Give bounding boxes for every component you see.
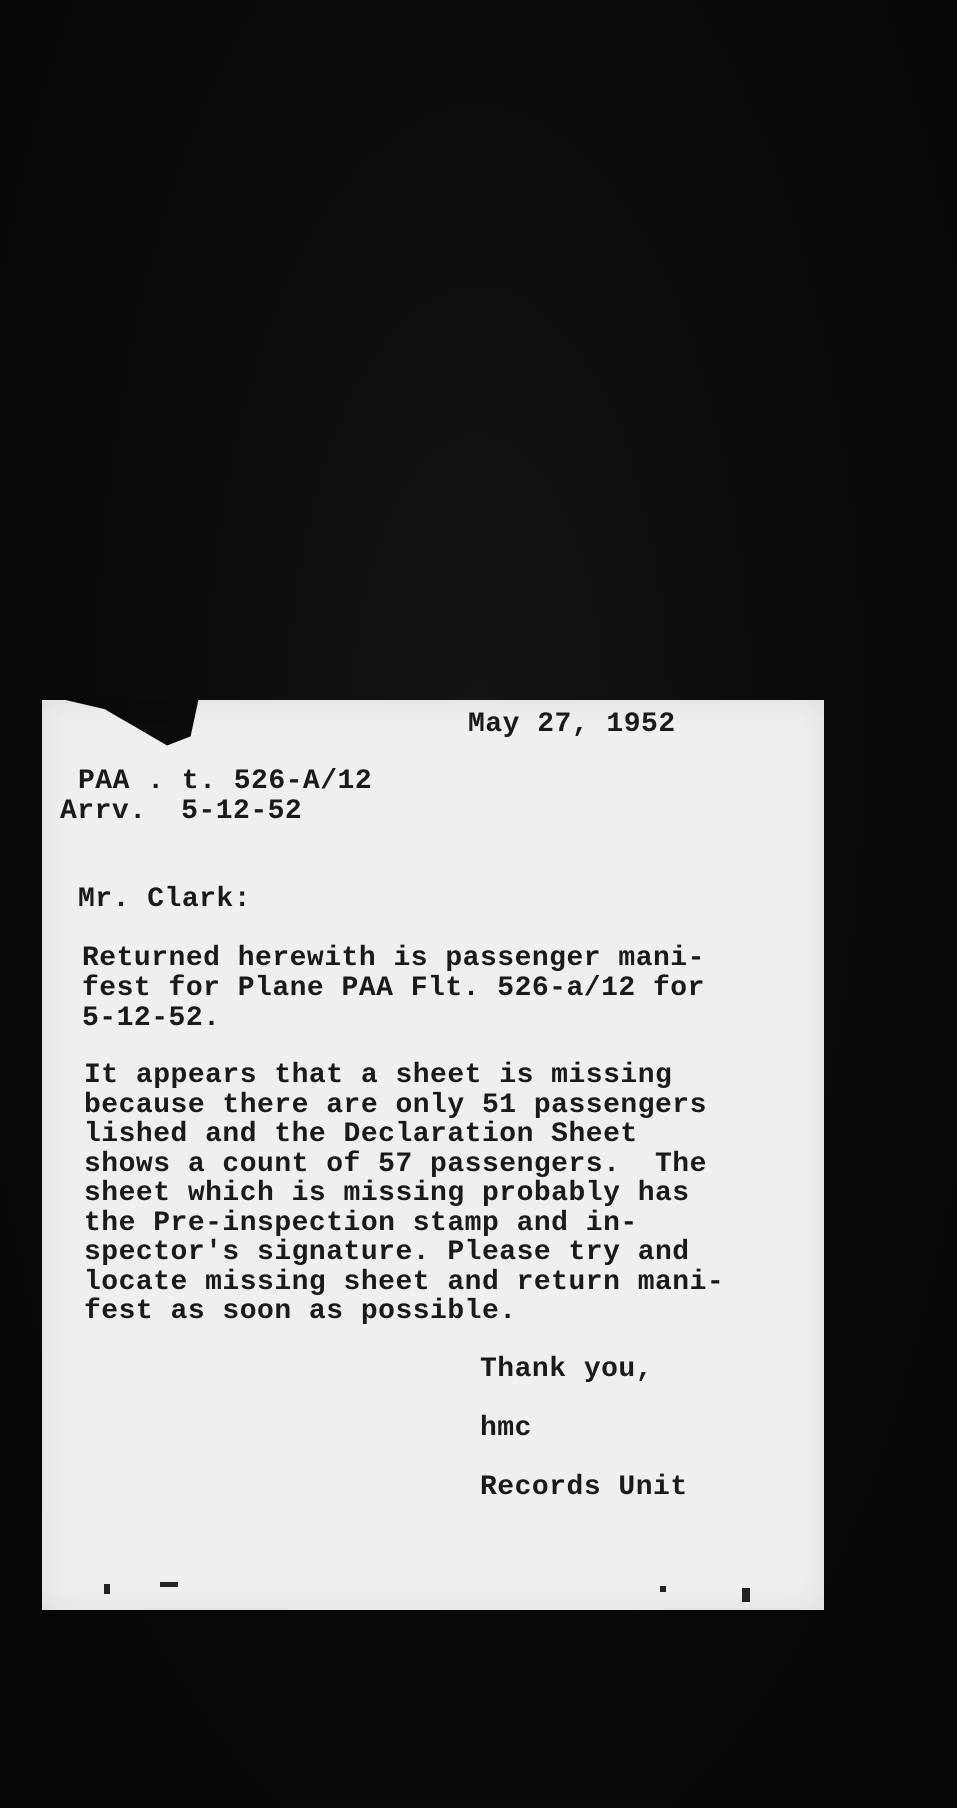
signature-block: Records Unit [480, 1472, 688, 1503]
salutation: Mr. Clark: [78, 884, 252, 915]
letter-date: May 27, 1952 [468, 709, 676, 740]
ink-speck [660, 1586, 666, 1592]
typist-initials: hmc [480, 1413, 532, 1444]
body-paragraph-1: Returned herewith is passenger mani- fest for Plane PAA Flt. 526-a/12 for 5-12-52. [82, 943, 705, 1034]
closing: Thank you, [480, 1354, 654, 1385]
body-paragraph-2: It appears that a sheet is missing because there are only 51 passengers lished and the Declaration Sheet shows a count of 57 passengers. The sheet which is missing probably has the Pre-inspection stamp and in- spector's signature. Please try and locate missing sheet and return mani- fest as soon as possible. [84, 1060, 725, 1327]
ink-speck [160, 1582, 178, 1587]
ink-speck [742, 1588, 750, 1602]
ink-speck [104, 1584, 110, 1594]
flight-reference: PAA . t. 526-A/12 [78, 766, 373, 797]
arrival-reference: Arrv. 5-12-52 [60, 796, 303, 827]
